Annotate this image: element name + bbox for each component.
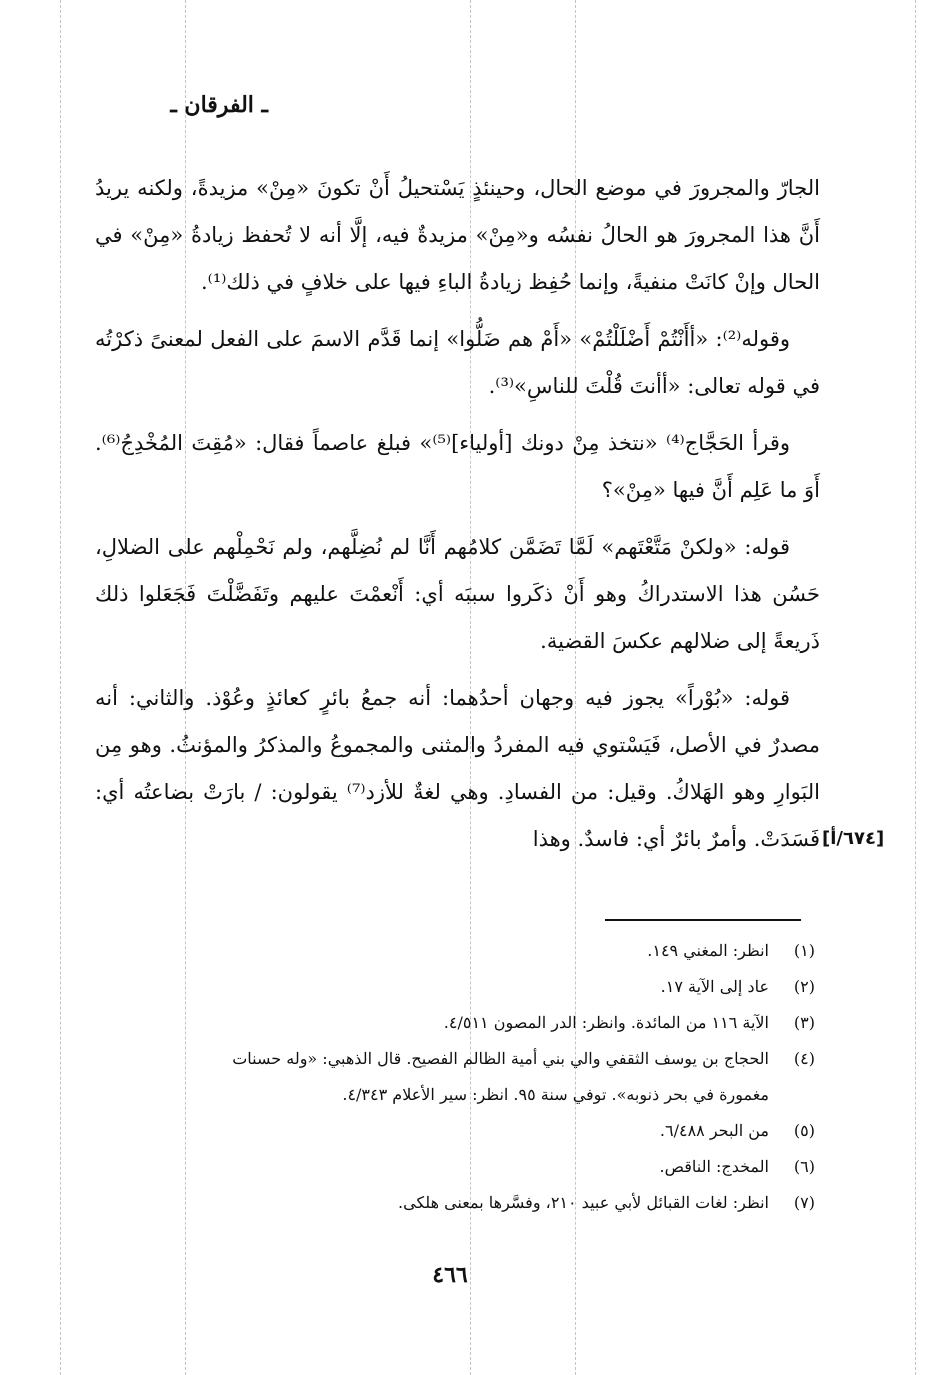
footnote-separator xyxy=(605,919,801,921)
paragraph: قوله: «بُوْراً» يجوز فيه وجهان أحدُهما: أنه جمعُ بائرٍ كعائذٍ وعُوْذ. والثاني: أنه مصدرٌ في الأصل، فَيَسْتوي فيه المفردُ والمثنى والمجموعُ والمذكرُ والمؤنثُ. وهو مِن البَوارِ وهو الهَلاكُ. وقيل: من الفسادِ. وهي لغةٌ للأزد⁽⁷⁾ يقولون: / بارَتْ بضاعتُه أي: فَسَدَتْ. وأمرٌ بائرٌ أي: فاسدٌ. وهذا xyxy=(95,686,820,851)
footnote-text: الحجاج بن يوسف الثقفي والي بني أمية الظالم الفصيح. قال الذهبي: «وله حسنات مغمورة في بحر ذنوبه». توفي سنة ٩٥. انظر: سير الأعلام ٤/٣٤٣. xyxy=(232,1049,769,1104)
footnote xyxy=(210,1005,815,1041)
footnote-number: (٤) xyxy=(793,1049,815,1068)
footnote-text: انظر: المغني ١٤٩. xyxy=(647,941,769,960)
paragraph: وقوله⁽²⁾: «أأَنْتُمْ أَضْلَلْتُمْ» «أَمْ هم ضَلُّوا» إنما قَدَّم الاسمَ على الفعل لمعنىً ذكرْتُه في قوله تعالى: «أأنتَ قُلْتَ للناسِ»⁽³⁾. xyxy=(95,327,820,398)
footnote-number: (٣) xyxy=(793,1013,815,1032)
footnote-number: (٦) xyxy=(793,1157,815,1176)
footnote-number: (١) xyxy=(793,941,815,960)
footnotes xyxy=(210,933,815,1221)
scan-guide-line xyxy=(60,0,61,1375)
footnote xyxy=(210,1149,815,1185)
footnote xyxy=(210,1113,815,1149)
scan-guide-line xyxy=(915,0,916,1375)
footnote-number: (٧) xyxy=(793,1193,815,1212)
footnote-text: من البحر ٦/٤٨٨. xyxy=(659,1121,769,1140)
folio-marker: [٦٧٤/أ] xyxy=(822,828,885,849)
running-header: ـ الفرقان ـ xyxy=(170,92,268,118)
footnote xyxy=(210,933,815,969)
footnote-number: (٢) xyxy=(793,977,815,996)
footnote xyxy=(210,1185,815,1221)
main-text xyxy=(95,165,820,873)
paragraph: قوله: «ولكنْ مَتَّعْتَهم» لَمَّا تَضَمَّن كلامُهم أَنَّا لم نُضِلَّهم، ولم نَحْمِلْهم على الضلالِ، حَسُن هذا الاستدراكُ وهو أَنْ ذكَروا سببَه أي: أَنْعمْتَ عليهم وتَفَضَّلْتَ فَجَعَلوا ذلك ذَريعةً إلى ضلالهم عكسَ القضية. xyxy=(95,535,820,653)
footnote-number: (٥) xyxy=(793,1121,815,1140)
footnote xyxy=(210,969,815,1005)
page-number: ٤٦٦ xyxy=(432,1262,468,1288)
footnote-text: انظر: لغات القبائل لأبي عبيد ٢١٠، وفسَّرها بمعنى هلكى. xyxy=(398,1193,769,1212)
paragraph: الجارّ والمجرورَ في موضع الحال، وحينئذٍ يَسْتحيلُ أَنْ تكونَ «مِنْ» مزيدةً، ولكنه يريدُ أَنَّ هذا المجرورَ هو الحالُ نفسُه و«مِنْ» مزيدةٌ فيه، إلَّا أنه لا تُحفظ زيادةُ «مِنْ» في الحال وإنْ كانَتْ منفيةً، وإنما حُفِظ زيادةُ الباءِ فيها على خلافٍ في ذلك⁽¹⁾. xyxy=(95,176,820,294)
paragraph: وقرأ الحَجَّاج⁽⁴⁾ «نتخذ مِنْ دونك [أولياء]⁽⁵⁾» فبلغ عاصماً فقال: «مُقِتَ المُخْدِجُ⁽⁶⁾. أَوَ ما عَلِم أَنَّ فيها «مِنْ»؟ xyxy=(95,431,820,502)
footnote-text: الآية ١١٦ من المائدة. وانظر: الدر المصون ٤/٥١١. xyxy=(443,1013,769,1032)
footnote xyxy=(210,1041,815,1113)
footnote-text: عاد إلى الآية ١٧. xyxy=(660,977,769,996)
footnote-text: المخدج: الناقص. xyxy=(659,1157,769,1176)
